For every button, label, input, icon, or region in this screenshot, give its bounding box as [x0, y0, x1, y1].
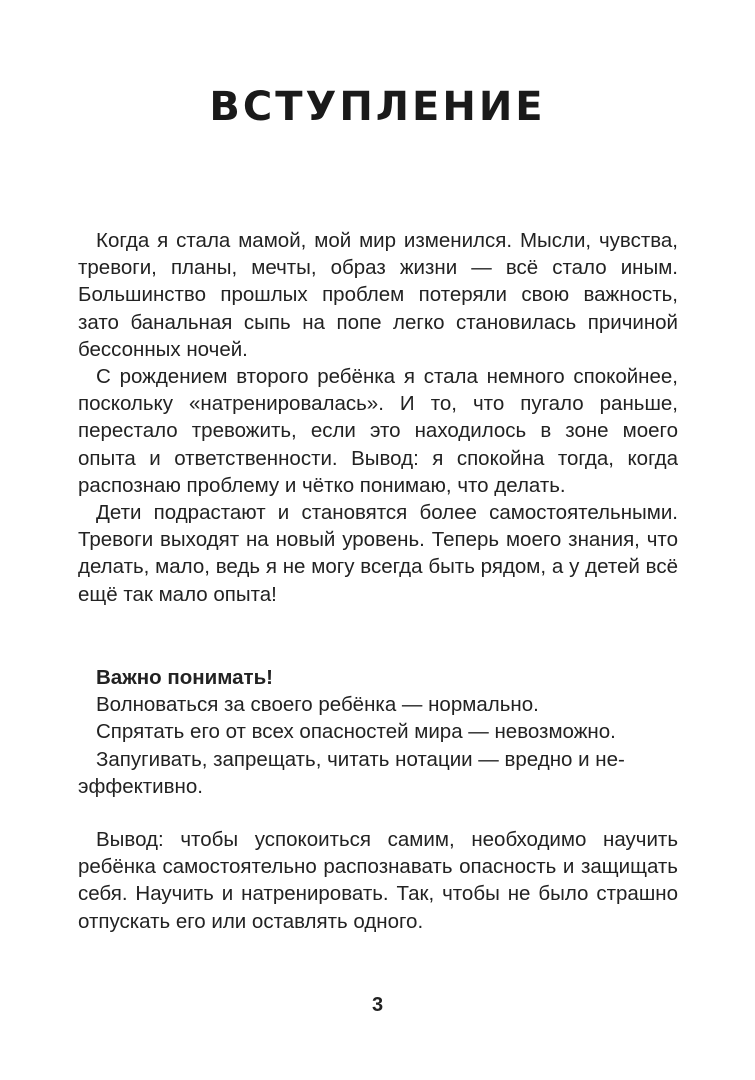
intro-paragraph-2: С рождением второго ребёнка я стала немного спокойнее, поскольку «натренировалась». И то, что пугало раньше, перестало тревожить, если это находилось в зоне моего опыта и ответственности. Вывод: я спокойна тогда, когда распознаю проблему и чётко понимаю, что делать. — [78, 365, 678, 497]
important-line-3: Запугивать, запрещать, читать нотации — вредно и неэффективно. — [78, 747, 625, 798]
important-line-2: Спрятать его от всех опасностей мира — невозможно. — [96, 720, 616, 744]
chapter-title: ВСТУПЛЕНИЕ — [209, 84, 546, 130]
intro-paragraph-3: Дети подрастают и становятся более самостоятельными. Тревоги выходят на новый уровень. Теперь моего знания, что делать, мало, ведь я не могу всегда быть рядом, а у детей всё ещё так мало опыта! — [78, 501, 678, 606]
important-section — [78, 664, 678, 800]
important-line-1: Волноваться за своего ребёнка — нормально. — [96, 693, 539, 717]
intro-paragraph-1: Когда я стала мамой, мой мир изменился. Мысли, чувства, тревоги, планы, мечты, образ жизни — всё стало иным. Большинство прошлых проблем потеряли свою важность, зато банальная сыпь на попе легко становилась причиной бессонных ночей. — [78, 229, 678, 361]
conclusion-section — [78, 826, 678, 935]
page-number: 3 — [371, 994, 384, 1016]
important-heading: Важно понимать! — [96, 666, 273, 689]
intro-section — [78, 227, 678, 608]
conclusion-paragraph: Вывод: чтобы успокоиться самим, необходимо научить ребёнка самостоятельно распознавать опасность и защищать себя. Научить и натренировать. Так, чтобы не было страшно отпускать его или оставлять одного. — [78, 828, 678, 933]
